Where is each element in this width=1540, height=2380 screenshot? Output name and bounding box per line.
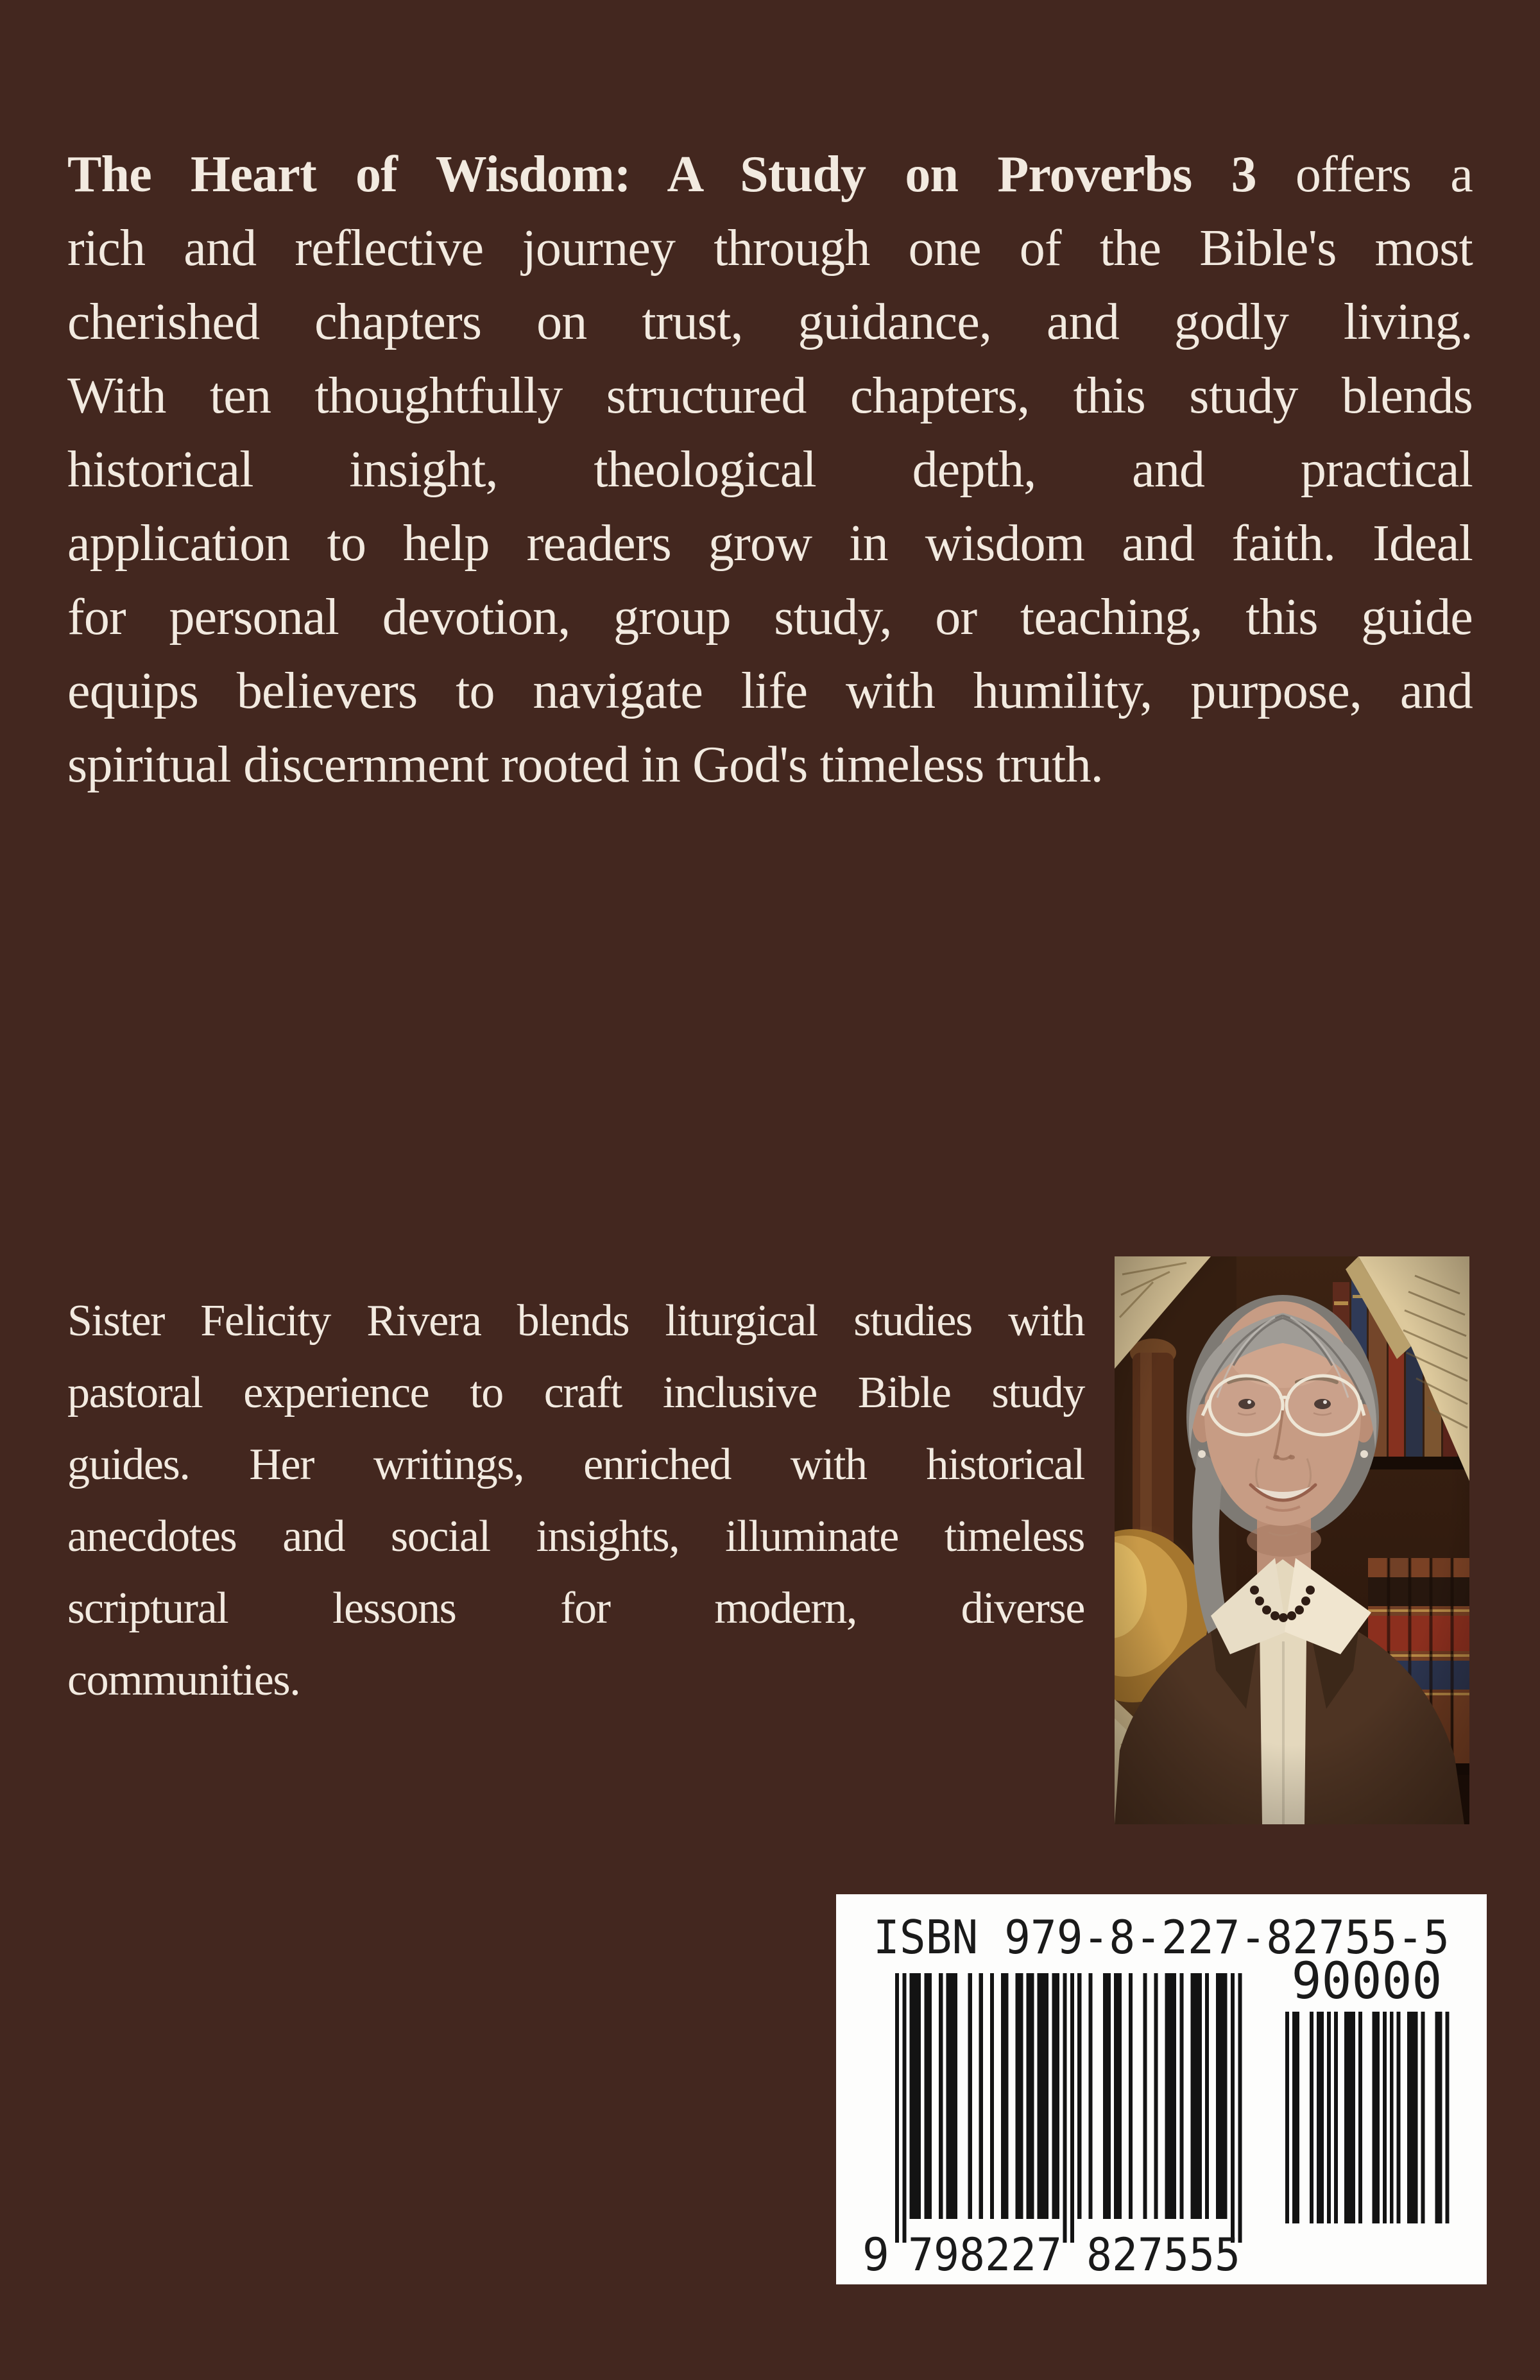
synopsis-line: With ten thoughtfully structured chapters, this study blends: [67, 368, 1473, 424]
isbn-label: ISBN 979-8-227-82755-5: [873, 1910, 1450, 1964]
author-photo: [1115, 1256, 1469, 1824]
author-bio-paragraph: [67, 1285, 1084, 1717]
synopsis-line: for personal devotion, group study, or teaching, this guide: [67, 589, 1473, 646]
bio-line: communities.: [67, 1656, 300, 1705]
synopsis-line: equips believers to navigate life with humility, purpose, and: [67, 663, 1473, 719]
barcode-digit-first: 9: [862, 2229, 890, 2281]
bio-line: scriptural lessons for modern, diverse: [67, 1584, 1084, 1633]
book-title-lead: The Heart of Wisdom: A Study on Proverbs 3: [67, 146, 1256, 203]
synopsis-line: application to help readers grow in wisdom and faith. Ideal: [67, 515, 1473, 572]
synopsis-paragraph: [67, 138, 1473, 802]
synopsis-line: cherished chapters on trust, guidance, and godly living.: [67, 294, 1473, 350]
isbn-barcode-block: [836, 1894, 1487, 2284]
barcode-digits-left: 798227: [908, 2229, 1062, 2281]
synopsis-line: [67, 138, 1473, 212]
synopsis-line: spiritual discernment rooted in God's timeless truth.: [67, 737, 1103, 793]
synopsis-line: historical insight, theological depth, and practical: [67, 441, 1473, 498]
synopsis-line: rich and reflective journey through one of the Bible's most: [67, 220, 1473, 277]
bio-line: guides. Her writings, enriched with historical: [67, 1440, 1084, 1489]
bio-line: anecdotes and social insights, illuminate timeless: [67, 1512, 1084, 1561]
price-code-label: 90000: [1291, 1953, 1442, 2010]
synopsis-lead-rest: offers a: [1256, 146, 1473, 203]
photo-vignette: [1115, 1256, 1469, 1824]
barcode-digits-right: 827555: [1086, 2229, 1240, 2281]
bio-line: pastoral experience to craft inclusive Bible study: [67, 1368, 1084, 1417]
bio-line: Sister Felicity Rivera blends liturgical studies with: [67, 1296, 1084, 1346]
